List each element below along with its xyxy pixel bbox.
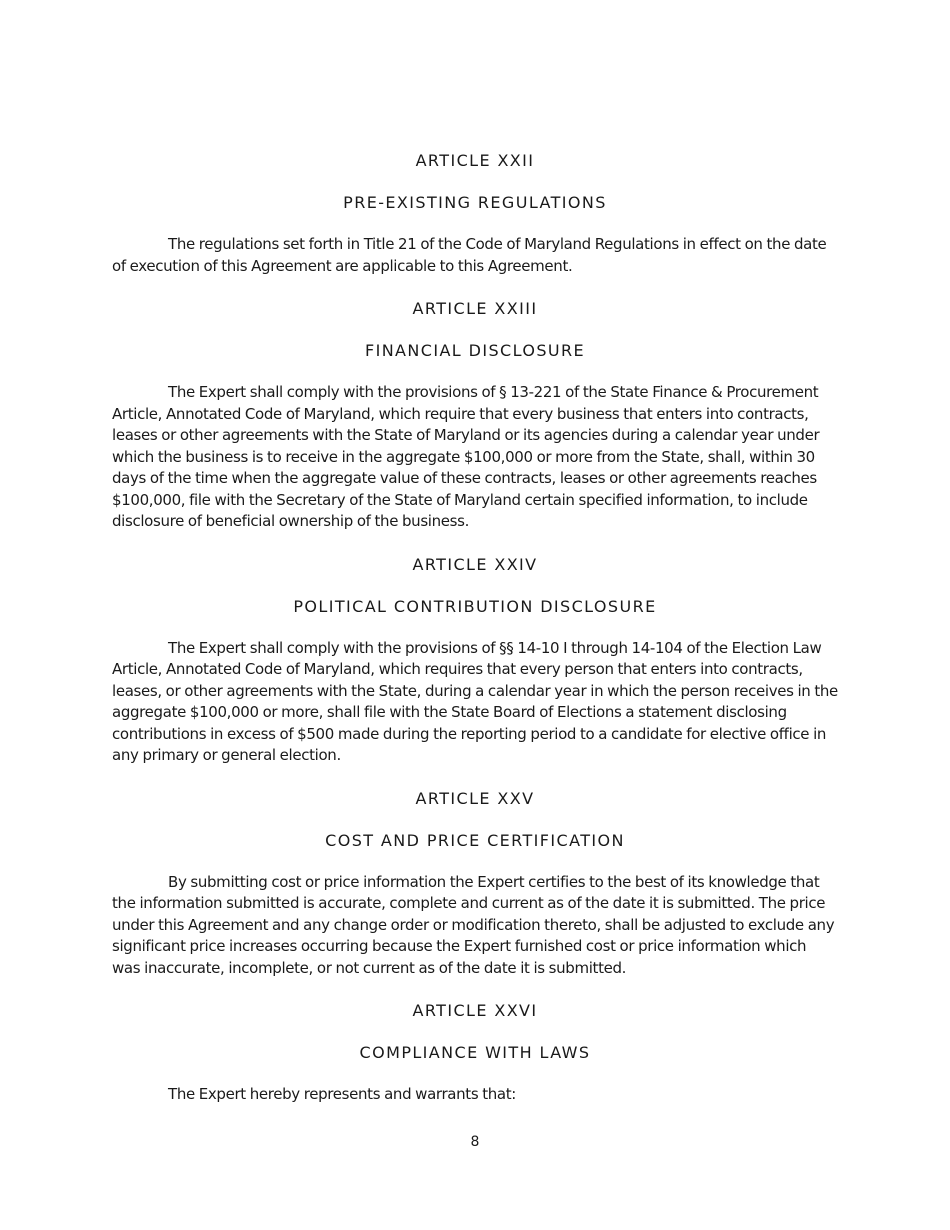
article-paragraph: The Expert shall comply with the provisions of §§ 14-10 I through 14-104 of the Election Law Article, Annotated Code of Maryland, which requires that every person that enters into contracts, leases, or other agreements with the State, during a calendar year in which the person receives in the aggregate $100,000 or more, shall file with the State Board of Elections a statement disclosing contributions in excess of $500 made during the reporting period to a candidate for elective office in any primary or general election. xyxy=(112,638,838,764)
article-heading: ARTICLE XXIII xyxy=(412,299,538,318)
article-xxvi-section xyxy=(112,1000,838,1106)
article-paragraph: The Expert shall comply with the provisions of § 13-221 of the State Finance & Procurement Article, Annotated Code of Maryland, which require that every business that enters into contracts, leases or other agreements with the State of Maryland or its agencies during a calendar year under which the business is to receive in the aggregate $100,000 or more from the State, shall, within 30 days of the time when the aggregate value of these contracts, leases or other agreements reaches $100,000, file with the Secretary of the State of Maryland certain specified information, to include disclosure of beneficial ownership of the business. xyxy=(112,383,820,530)
document-body xyxy=(112,150,838,1127)
article-xxv-section xyxy=(112,788,838,980)
article-paragraph: The Expert hereby represents and warrants that: xyxy=(168,1085,516,1103)
section-title: FINANCIAL DISCLOSURE xyxy=(364,341,586,360)
article-heading: ARTICLE XXII xyxy=(415,151,535,170)
section-title: COMPLIANCE WITH LAWS xyxy=(359,1043,591,1062)
article-paragraph: The regulations set forth in Title 21 of the Code of Maryland Regulations in effect on the date of execution of this Agreement are applicable to this Agreement. xyxy=(112,235,827,275)
article-heading: ARTICLE XXV xyxy=(415,788,535,808)
section-title: PRE-EXISTING REGULATIONS xyxy=(343,193,607,212)
page-number: 8 xyxy=(470,1134,480,1150)
section-title: COST AND PRICE CERTIFICATION xyxy=(325,830,625,850)
article-heading: ARTICLE XXIV xyxy=(412,554,538,574)
article-heading: ARTICLE XXVI xyxy=(412,1001,538,1020)
article-xxii-section xyxy=(112,150,838,277)
article-paragraph: By submitting cost or price information the Expert certifies to the best of its knowledge that the information submitted is accurate, complete and current as of the date it is submitted. The price under this Agreement and any change order or modification thereto, shall be adjusted to exclude any significant price increases occurring because the Expert furnished cost or price information which was inaccurate, incomplete, or not current as of the date it is submitted. xyxy=(112,872,835,977)
article-xxiii-section xyxy=(112,298,838,533)
article-xxiv-section xyxy=(112,554,838,767)
section-title: POLITICAL CONTRIBUTION DISCLOSURE xyxy=(293,596,657,616)
